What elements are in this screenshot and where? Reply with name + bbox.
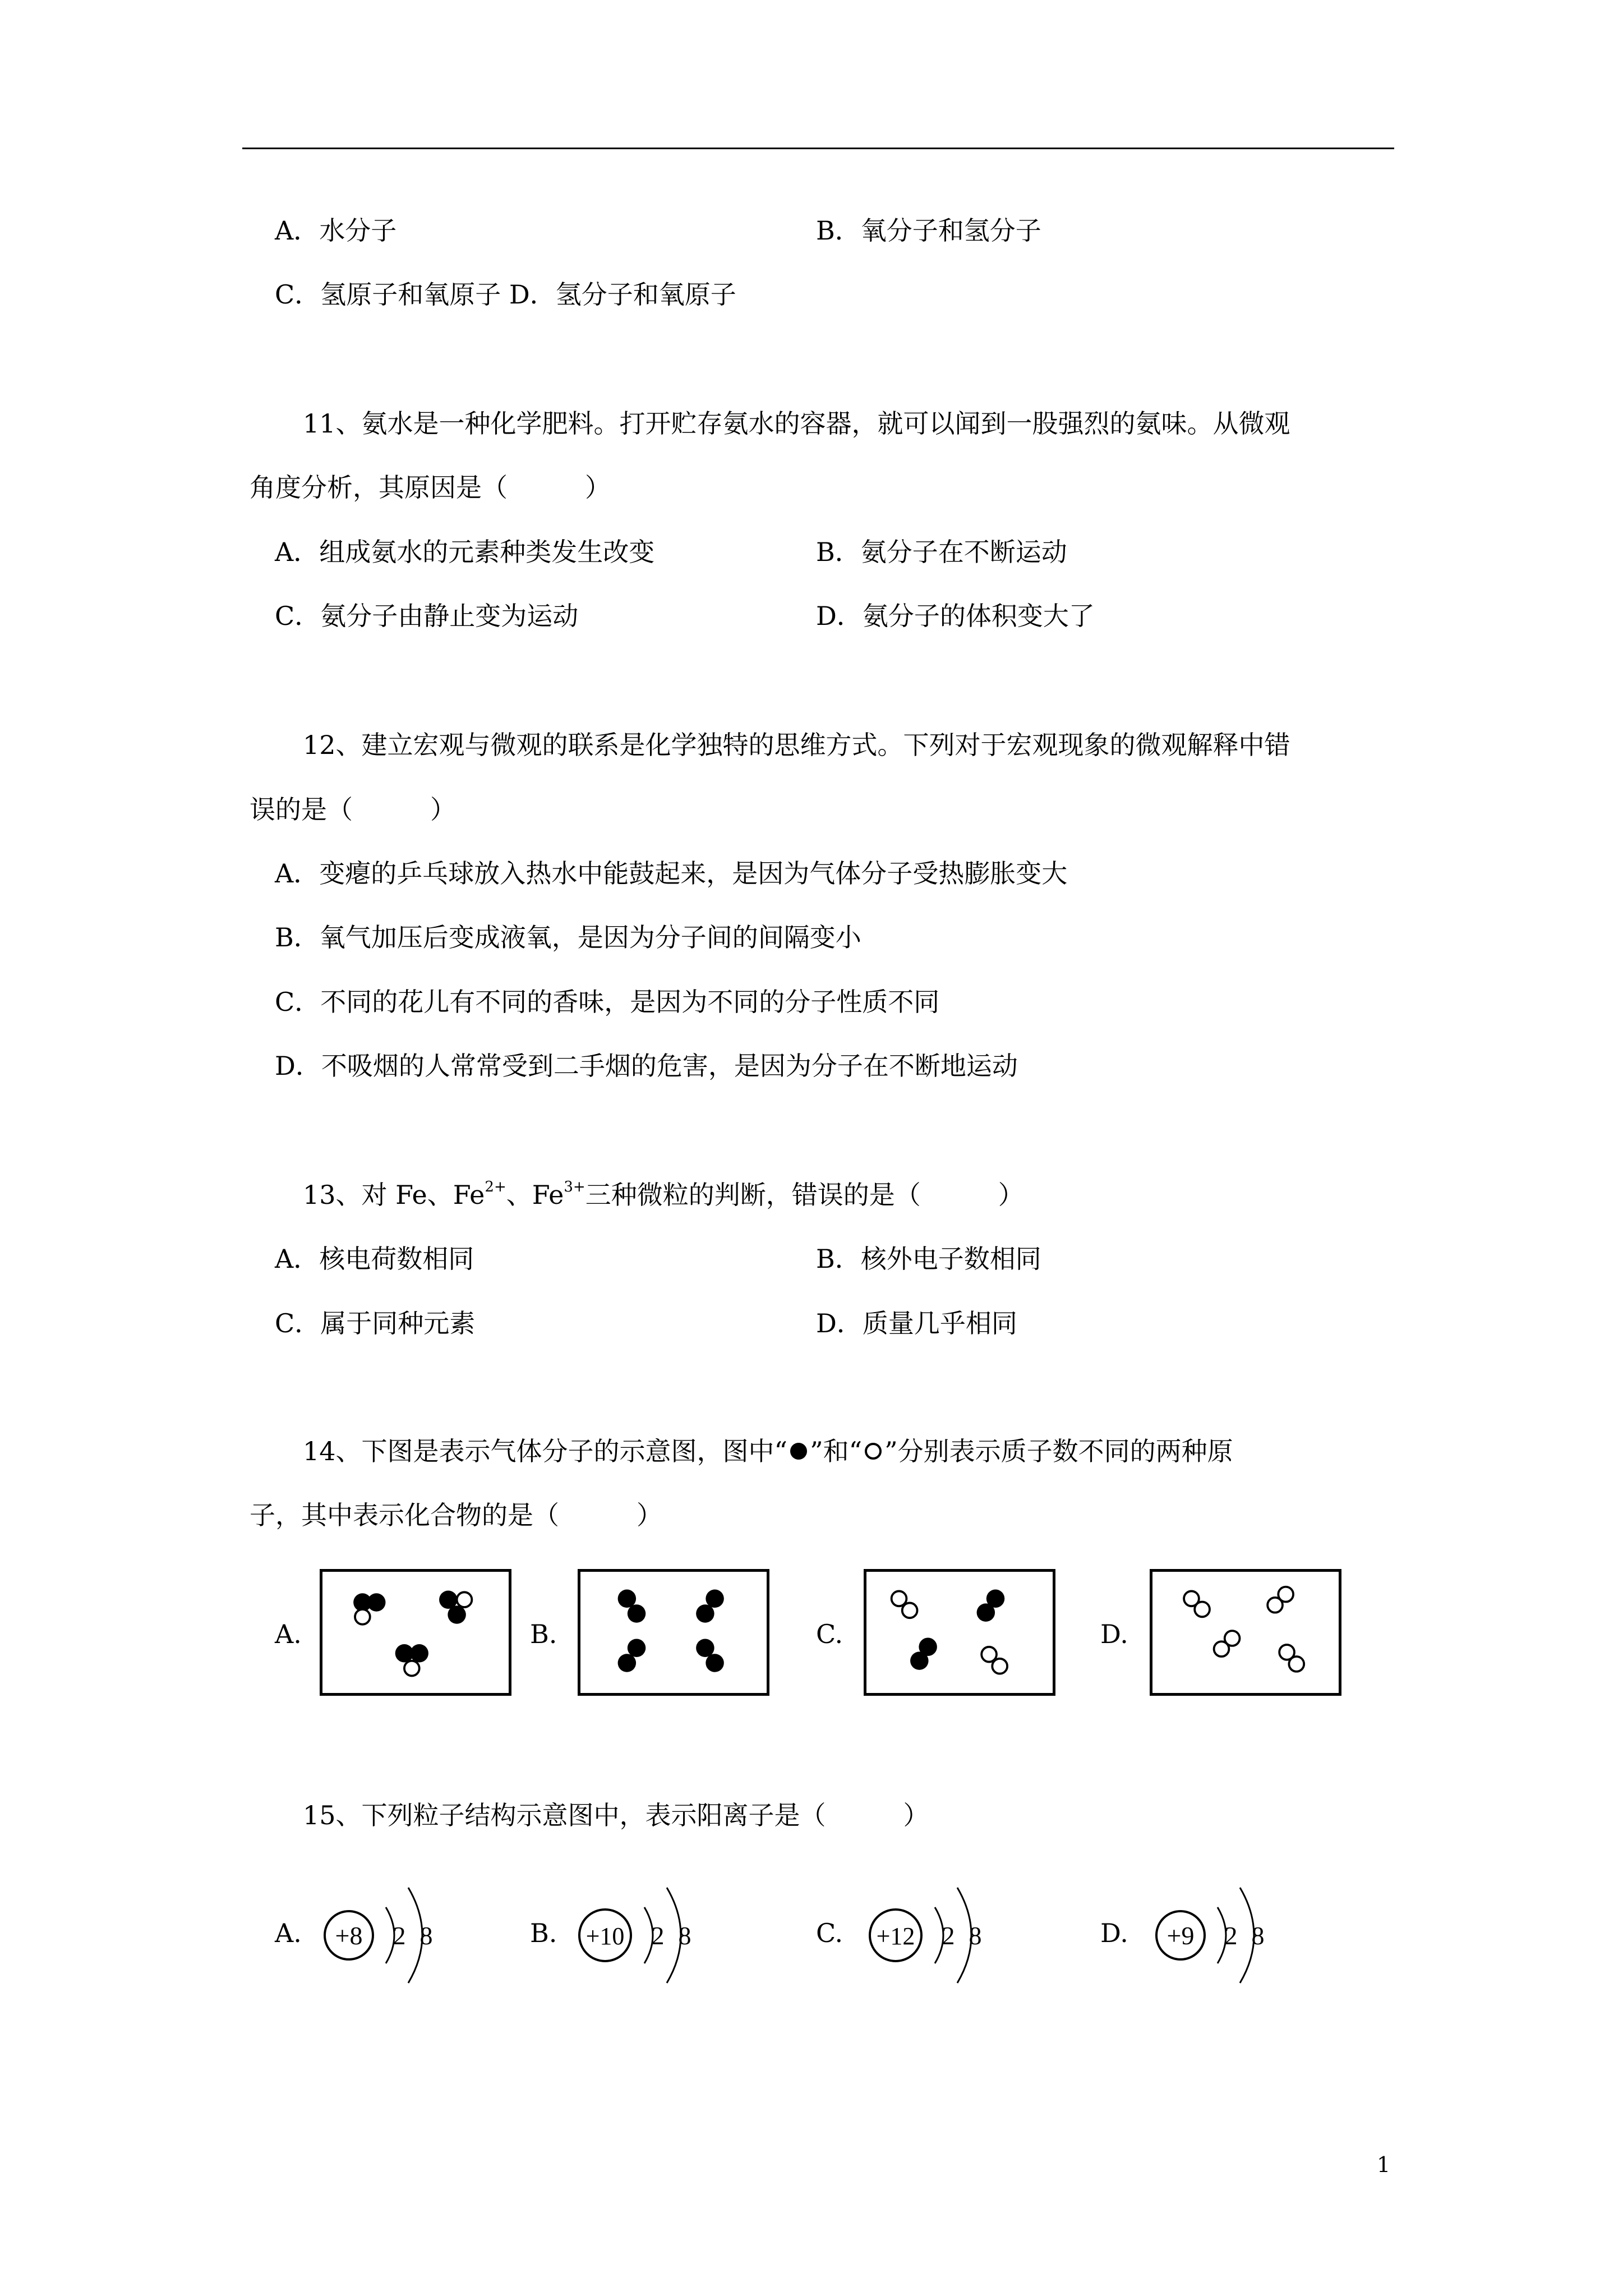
q14-label-d: D. [1100, 1619, 1128, 1649]
q13-stem-part1: 13、对 Fe、Fe [303, 1180, 485, 1210]
q14-diagram-b [578, 1569, 769, 1696]
q12-option-b: B．氧气加压后变成液氧，是因为分子间的间隔变小 [275, 922, 861, 953]
shell2-electrons: 8 [1251, 1921, 1265, 1950]
q13-stem [303, 1179, 1024, 1210]
q10-option-a: A．水分子 [275, 215, 397, 246]
q15-label-d: D. [1100, 1918, 1128, 1948]
q15-atom-diagram-c [861, 1868, 995, 2003]
header-rule [242, 148, 1394, 149]
shell1-electrons: 2 [942, 1921, 955, 1950]
q13-stem-part2: 、Fe [506, 1180, 564, 1210]
q12-option-d: D．不吸烟的人常常受到二手烟的危害，是因为分子在不断地运动 [275, 1051, 1018, 1081]
nucleus-charge: +12 [876, 1922, 915, 1950]
q13-charge-fe2: 2+ [485, 1179, 506, 1195]
q14-diagram-d-molecules [1152, 1572, 1339, 1693]
shell1-electrons: 2 [651, 1921, 665, 1950]
q13-option-b: B．核外电子数相同 [816, 1244, 1041, 1274]
q15-label-a: A. [275, 1918, 302, 1948]
q12-stem-line2: 误的是（ ） [250, 794, 456, 825]
q14-diagram-d [1150, 1569, 1341, 1696]
shell2-electrons: 8 [419, 1921, 433, 1950]
shell2-electrons: 8 [969, 1921, 982, 1950]
q10-option-c-d: C．氢原子和氧原子 D．氢分子和氧原子 [275, 279, 736, 310]
shell2-electrons: 8 [678, 1921, 691, 1950]
hollow-atom-icon [862, 1440, 884, 1462]
q14-diagram-c-molecules [866, 1572, 1053, 1693]
q13-option-d: D．质量几乎相同 [816, 1308, 1017, 1338]
q11-option-b: B．氨分子在不断运动 [816, 537, 1067, 567]
nucleus-charge: +9 [1166, 1921, 1195, 1950]
q15-atom-diagram-a [314, 1868, 449, 2003]
shell1-electrons: 2 [1224, 1921, 1238, 1950]
q10-option-b: B．氧分子和氢分子 [816, 215, 1041, 246]
q14-stem-line1 [303, 1438, 1233, 1464]
q11-stem-line1: 11、氨水是一种化学肥料。打开贮存氨水的容器，就可以闻到一股强烈的氨味。从微观 [303, 408, 1290, 439]
q14-stem-part3: ”分别表示质子数不同的两种原 [884, 1436, 1233, 1466]
q15-label-c: C. [816, 1918, 843, 1948]
q11-option-a: A．组成氨水的元素种类发生改变 [275, 537, 655, 567]
q14-diagram-a [320, 1569, 511, 1696]
q12-option-c: C．不同的花儿有不同的香味，是因为不同的分子性质不同 [275, 987, 940, 1017]
q15-stem: 15、下列粒子结构示意图中，表示阳离子是（ ） [303, 1800, 929, 1830]
nucleus-charge: +10 [585, 1922, 625, 1950]
q11-stem-line2: 角度分析，其原因是（ ） [250, 472, 611, 503]
q11-option-d: D．氨分子的体积变大了 [816, 601, 1095, 631]
page-number: 1 [1377, 2152, 1391, 2177]
q14-label-a: A. [275, 1619, 302, 1649]
q13-option-a: A．核电荷数相同 [275, 1244, 474, 1274]
q14-label-b: B. [530, 1619, 557, 1649]
q11-option-c: C．氨分子由静止变为运动 [275, 601, 579, 631]
q12-option-a: A．变瘪的乒乓球放入热水中能鼓起来，是因为气体分子受热膨胀变大 [275, 858, 1068, 889]
q14-stem-line2: 子，其中表示化合物的是（ ） [250, 1500, 662, 1530]
q13-stem-part3: 三种微粒的判断，错误的是（ ） [585, 1180, 1024, 1210]
q14-label-c: C. [816, 1619, 843, 1649]
q14-stem-part2: ”和“ [810, 1436, 863, 1466]
q13-option-c: C．属于同种元素 [275, 1308, 476, 1338]
q14-stem-part1: 14、下图是表示气体分子的示意图，图中“ [303, 1436, 788, 1466]
shell1-electrons: 2 [393, 1921, 406, 1950]
q13-charge-fe3: 3+ [564, 1179, 585, 1195]
nucleus-charge: +8 [335, 1921, 363, 1950]
q14-diagram-c [864, 1569, 1055, 1696]
q15-label-b: B. [530, 1918, 557, 1948]
q15-atom-diagram-b [570, 1868, 705, 2003]
q15-atom-diagram-d [1146, 1868, 1280, 2003]
q14-diagram-a-molecules [322, 1572, 509, 1693]
q12-stem-line1: 12、建立宏观与微观的联系是化学独特的思维方式。下列对于宏观现象的微观解释中错 [303, 730, 1290, 760]
q14-diagram-b-molecules [580, 1572, 767, 1693]
filled-atom-icon [787, 1440, 810, 1462]
